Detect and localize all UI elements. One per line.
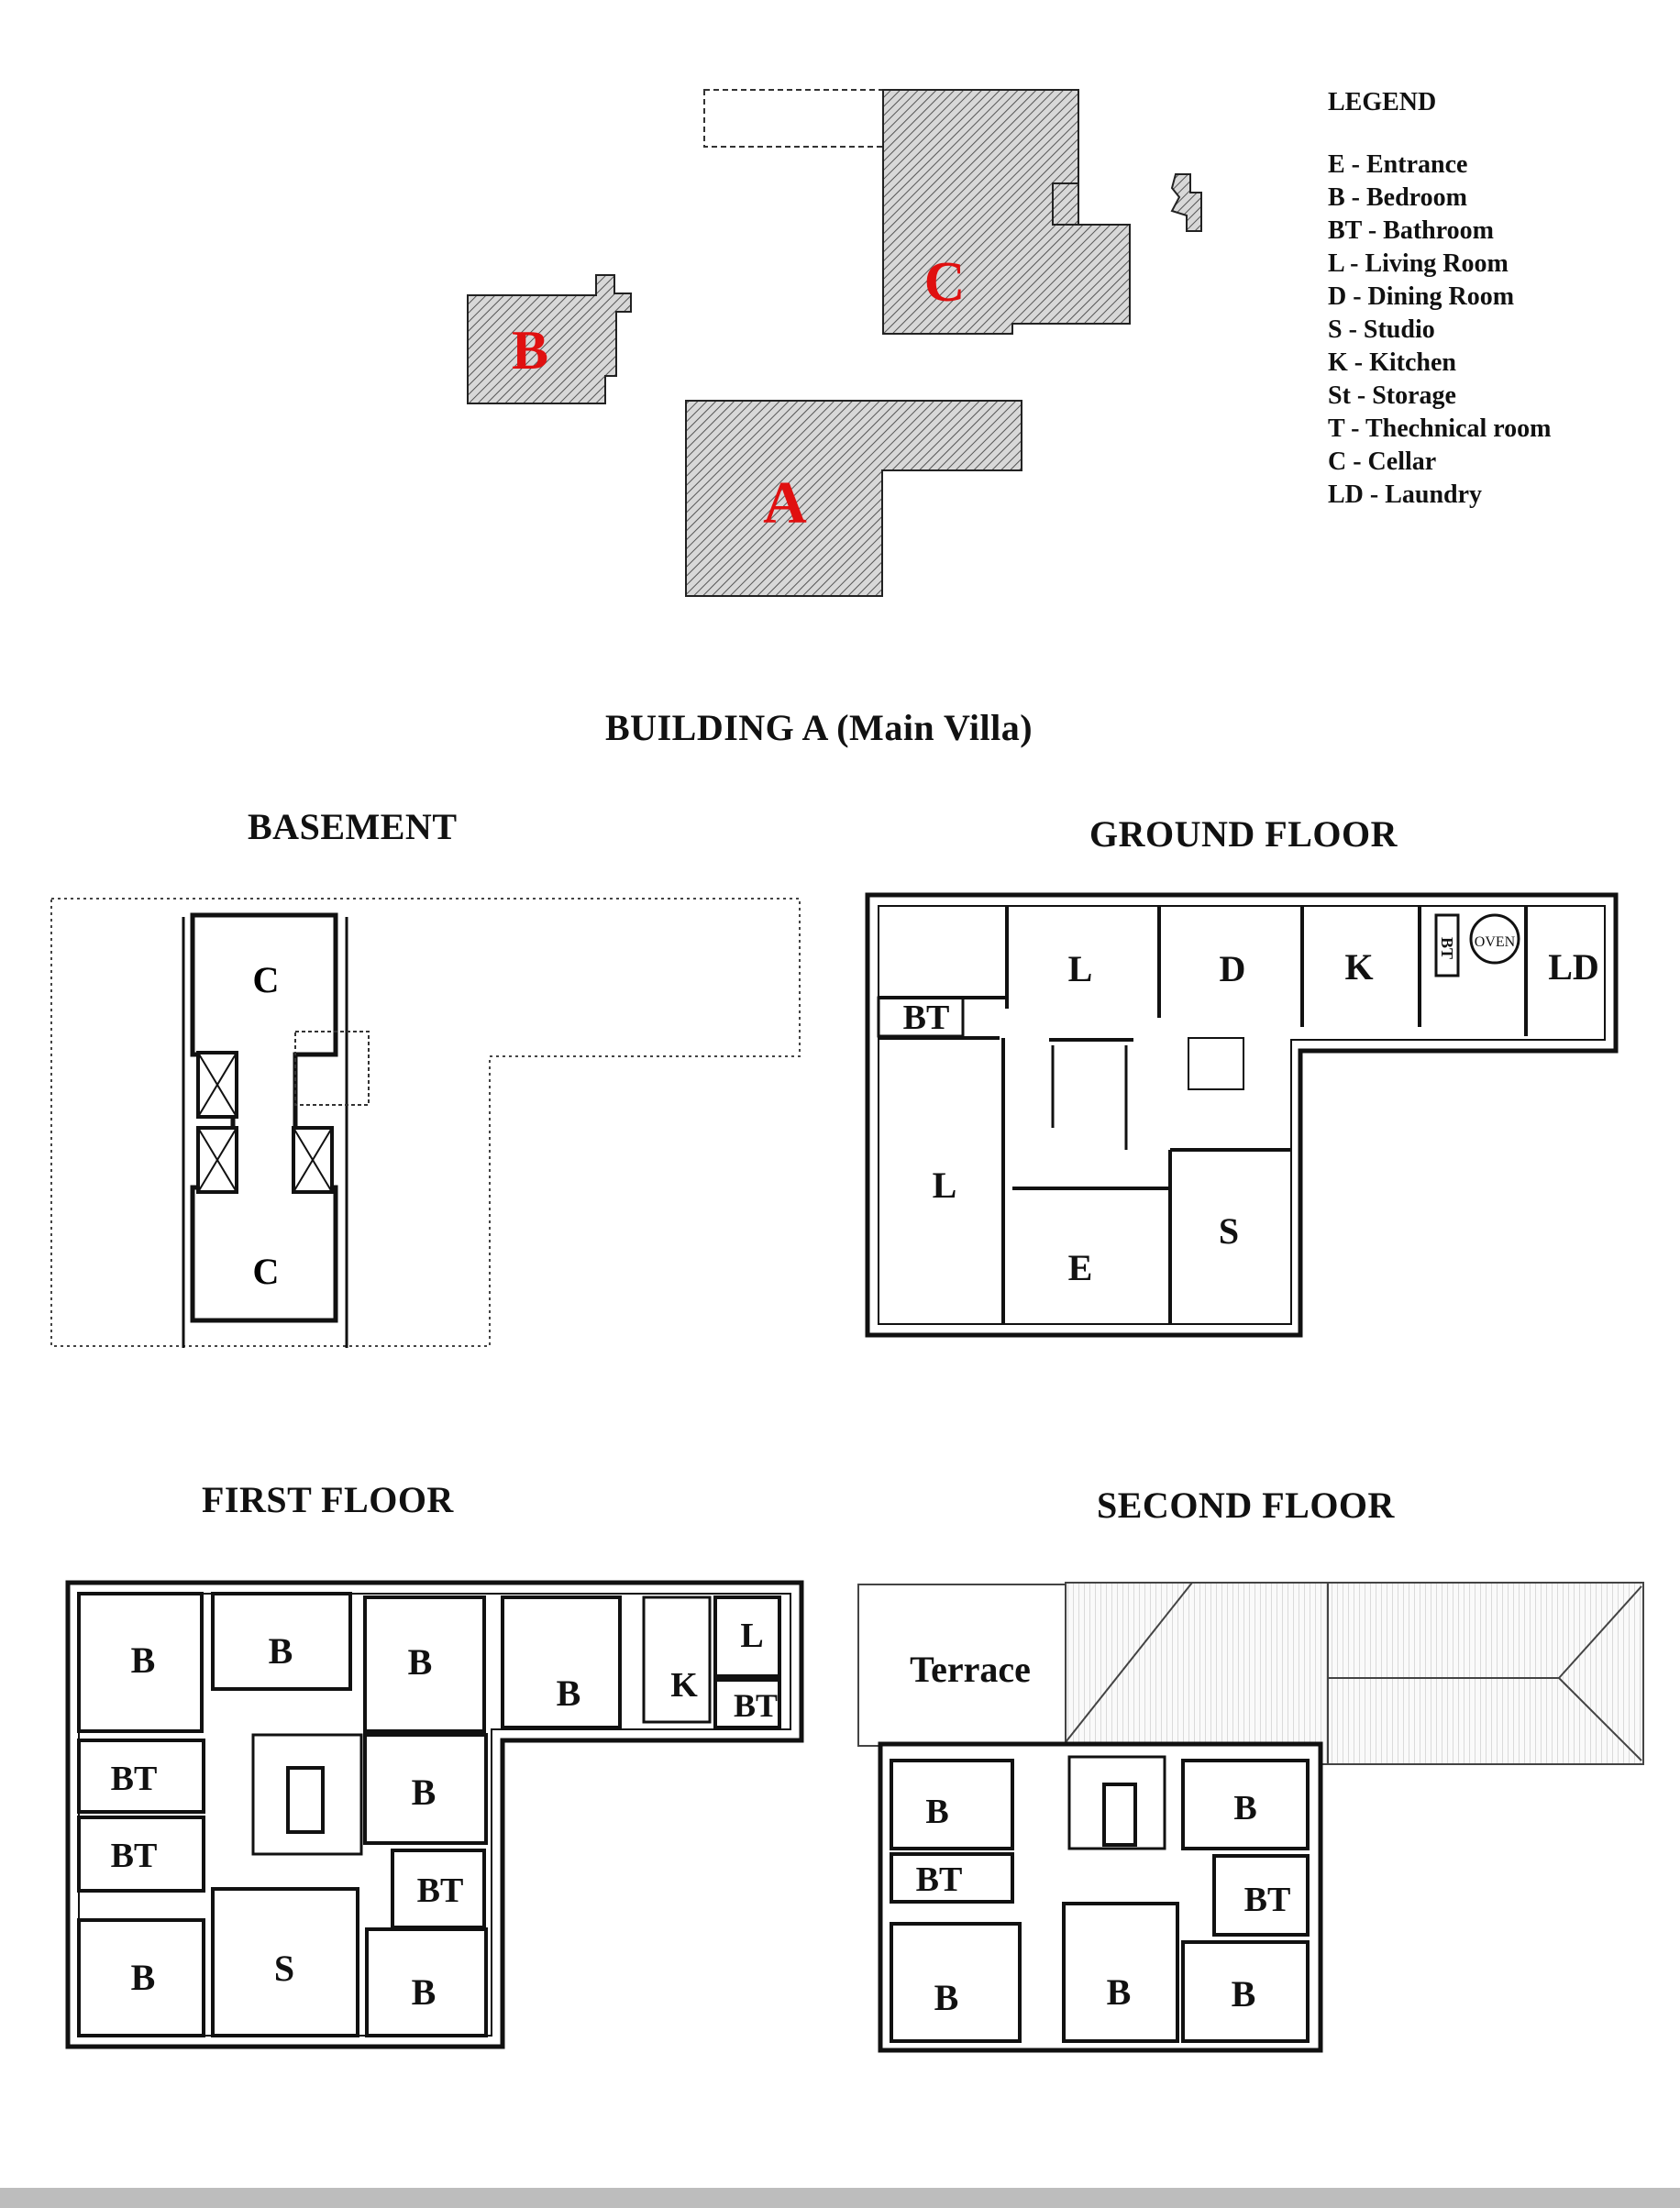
room-label: B [934, 1977, 959, 2018]
legend-item: B - Bedroom [1328, 183, 1467, 212]
basement-title: BASEMENT [248, 806, 458, 847]
legend-title: LEGEND [1328, 88, 1437, 116]
room-label: E [1067, 1247, 1093, 1288]
room-label: Terrace [910, 1649, 1031, 1690]
first-floor-plan [68, 1583, 801, 2047]
site-label-b: B [511, 320, 549, 381]
legend-item: BT - Bathroom [1328, 216, 1494, 245]
legend-item: LD - Laundry [1328, 480, 1483, 509]
room-label: D [1219, 948, 1246, 989]
room-label: BT [915, 1860, 963, 1899]
room-label: B [268, 1630, 293, 1672]
room-label: C [252, 959, 280, 1000]
room-label: K [1344, 946, 1374, 988]
legend-item: T - Thechnical room [1328, 414, 1552, 443]
ground-floor-title: GROUND FLOOR [1089, 813, 1398, 855]
room-label: B [407, 1641, 433, 1683]
legend-item: E - Entrance [1328, 150, 1468, 179]
room-label: B [925, 1793, 949, 1831]
second-floor-plan [858, 1583, 1643, 2050]
room-label: BT [1438, 936, 1456, 960]
room-label: B [130, 1639, 156, 1681]
room-label: B [130, 1957, 156, 1998]
room-label: BT [110, 1837, 158, 1875]
room-label: B [1106, 1971, 1132, 2013]
room-label: K [670, 1666, 698, 1705]
room-label: B [556, 1673, 581, 1714]
second-floor-title: SECOND FLOOR [1097, 1485, 1395, 1526]
room-label: LD [1548, 946, 1599, 988]
room-label: L [932, 1165, 957, 1206]
room-label: C [252, 1251, 280, 1292]
room-label: BT [1243, 1881, 1291, 1919]
roof-area [1066, 1583, 1643, 1764]
room-label: B [411, 1971, 437, 2013]
room-label: BT [733, 1687, 779, 1724]
basement-dotted-outline [51, 899, 800, 1346]
bottom-border [0, 2188, 1680, 2208]
first-floor-title: FIRST FLOOR [202, 1479, 454, 1520]
site-label-a: A [763, 469, 807, 536]
site-label-c: C [923, 251, 966, 314]
room-label: S [1218, 1210, 1240, 1252]
legend-item: K - Kitchen [1328, 348, 1456, 377]
legend-item: D - Dining Room [1328, 282, 1515, 311]
room-label: BT [902, 999, 950, 1037]
room-label: BT [416, 1871, 464, 1910]
legend-item: L - Living Room [1328, 249, 1509, 278]
room-label: S [273, 1948, 295, 1989]
room-label: L [1067, 948, 1093, 989]
room-label: B [411, 1772, 437, 1813]
building-title: BUILDING A (Main Villa) [605, 707, 1033, 748]
legend-item: St - Storage [1328, 381, 1456, 410]
legend-item: S - Studio [1328, 315, 1435, 344]
room-label: BT [110, 1760, 158, 1798]
room-label: L [740, 1617, 764, 1655]
ground-floor-plan [868, 895, 1616, 1335]
room-label: B [1231, 1973, 1256, 2015]
room-label: OVEN [1474, 934, 1516, 950]
room-label: B [1233, 1789, 1257, 1827]
legend-item: C - Cellar [1328, 447, 1437, 476]
basement-plan [51, 899, 800, 1348]
